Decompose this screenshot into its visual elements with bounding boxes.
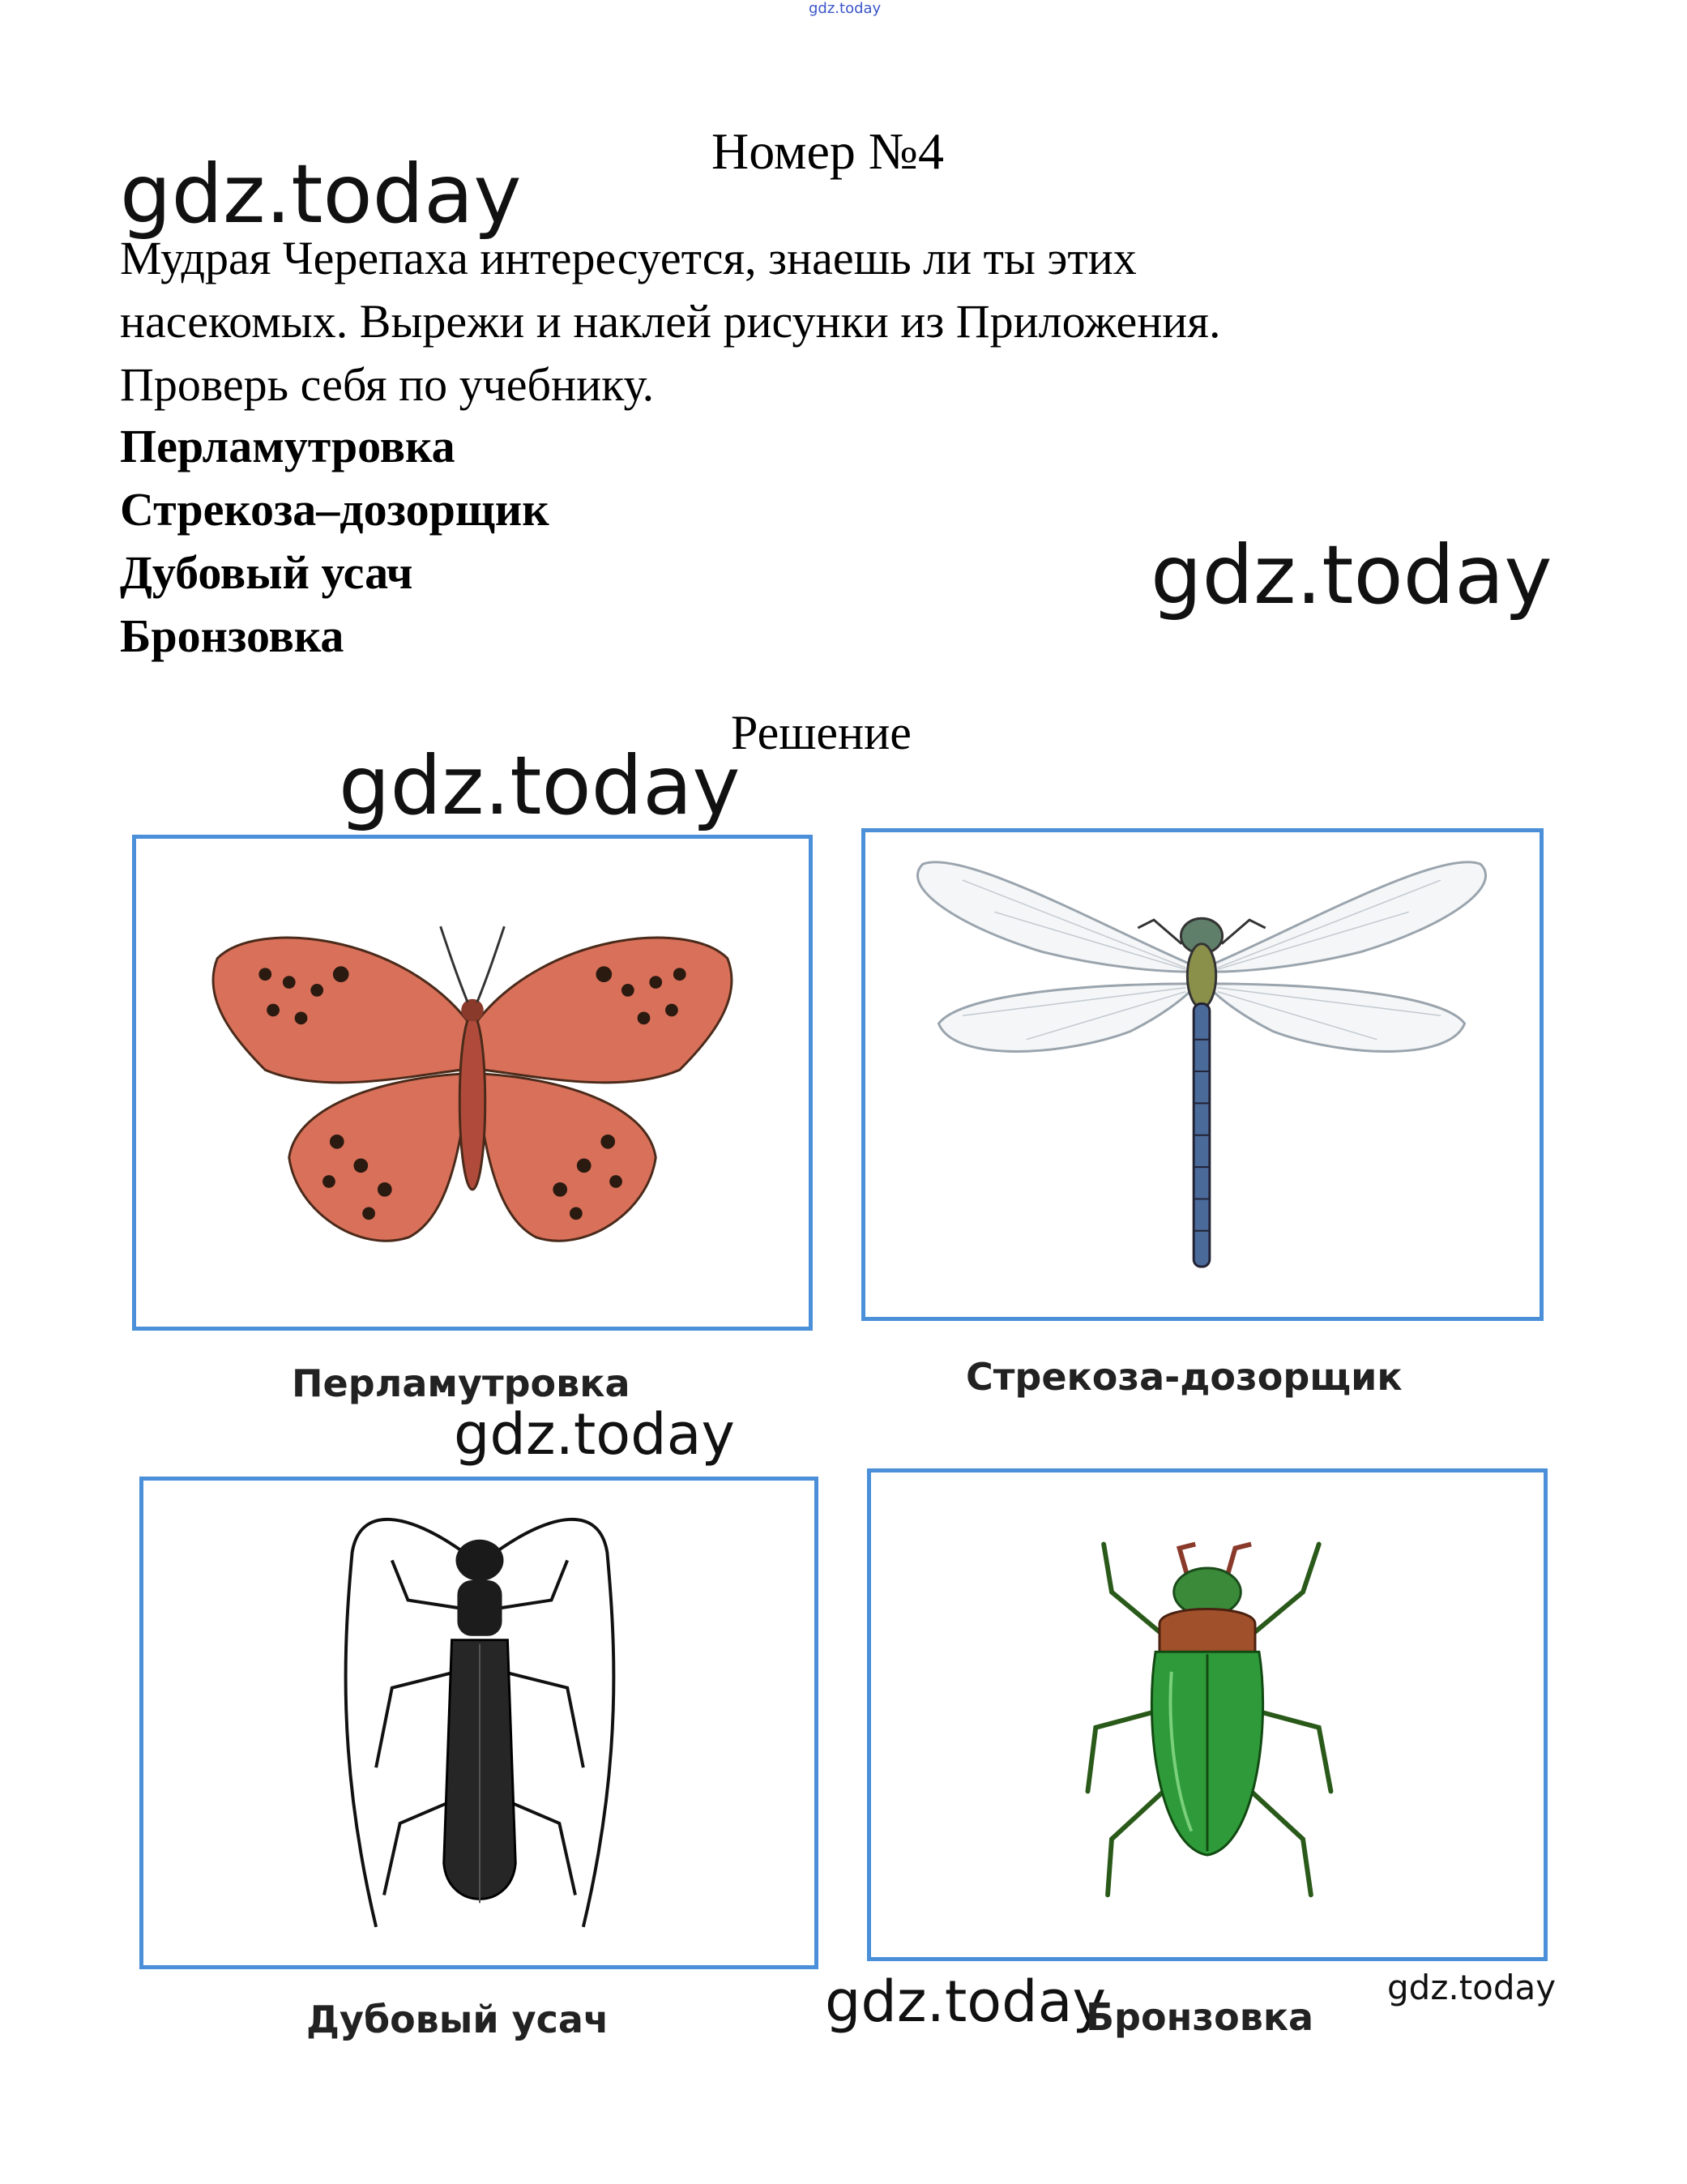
watermark: gdz.today: [1151, 528, 1552, 622]
watermark: gdz.today: [454, 1401, 735, 1468]
dragonfly-icon: [865, 832, 1540, 1317]
card-caption: Перламутровка: [292, 1361, 630, 1405]
task-line: Мудрая Черепаха интересуется, знаешь ли ты этих: [120, 232, 1137, 284]
rose-chafer-icon: [871, 1472, 1544, 1957]
answer-item: Стрекоза–дозорщик: [120, 483, 549, 536]
watermark: gdz.today: [339, 738, 741, 833]
page-title: Номер №4: [711, 122, 944, 180]
longhorn-beetle-icon: [143, 1481, 814, 1965]
answer-item: Бронзовка: [120, 609, 344, 662]
watermark: gdz.today: [825, 1968, 1106, 2035]
butterfly-icon: [136, 839, 809, 1327]
answer-item: Перламутровка: [120, 420, 455, 472]
card-caption: Стрекоза-дозорщик: [966, 1355, 1403, 1399]
watermark-top: gdz.today: [809, 0, 882, 17]
insect-card-butterfly: [132, 835, 813, 1331]
task-line: насекомых. Вырежи и наклей рисунки из Приложения.: [120, 295, 1221, 348]
task-line: Проверь себя по учебнику.: [120, 358, 655, 411]
watermark: gdz.today: [1387, 1968, 1557, 2007]
answer-list: [120, 415, 549, 668]
insect-card-rose-chafer: [867, 1468, 1548, 1961]
card-caption: Дубовый усач: [306, 1998, 609, 2041]
card-caption: Бронзовка: [1086, 1995, 1314, 2039]
answer-item: Дубовый усач: [120, 546, 413, 599]
task-text: [120, 227, 1220, 417]
insect-card-longhorn-beetle: [139, 1477, 818, 1969]
watermark: gdz.today: [120, 147, 522, 241]
solution-heading: Решение: [731, 706, 912, 759]
insect-card-dragonfly: [861, 828, 1544, 1321]
